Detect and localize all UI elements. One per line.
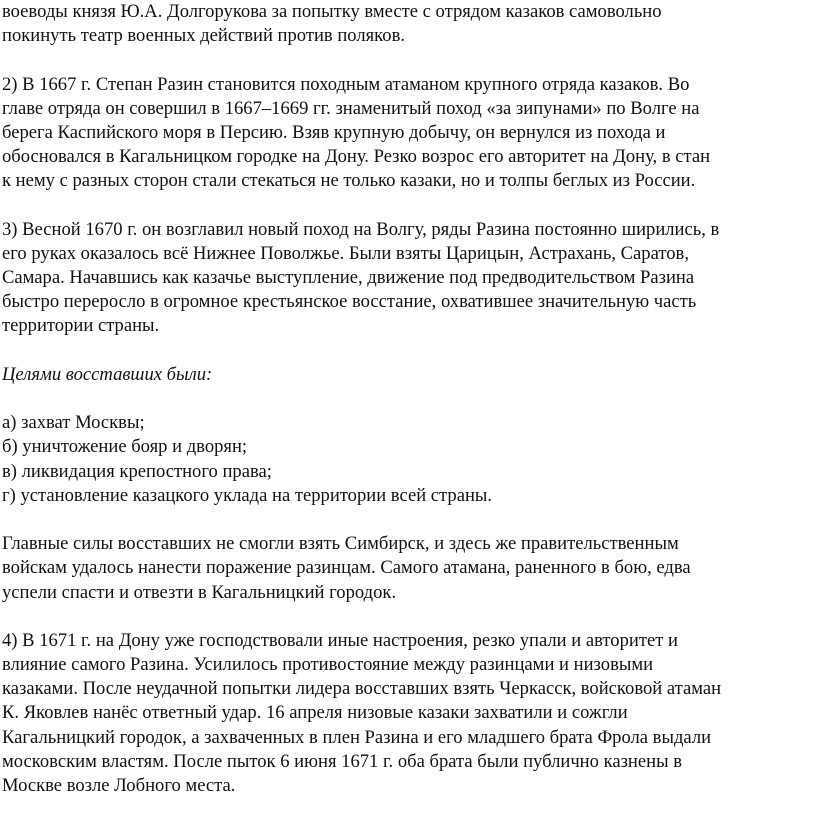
simbirsk-paragraph: [2, 532, 814, 605]
list-item: г) установление казацкого уклада на территории всей страны.: [2, 484, 493, 506]
text-line: Самара. Начавшись как казачье выступление, движение под предводительством Разина: [2, 267, 695, 289]
text-line: покинуть театр военных действий против поляков.: [2, 25, 405, 47]
intro-paragraph: [2, 0, 814, 48]
paragraph-4: [2, 629, 814, 798]
text-line: войскам удалось нанести поражение разинцам. Самого атамана, раненного в бою, едва: [2, 557, 691, 579]
paragraph-spacer: [2, 194, 814, 218]
text-line: его руках оказалось всё Нижнее Поволжье. Были взяты Царицын, Астрахань, Саратов,: [2, 242, 689, 264]
text-line: территории страны.: [2, 315, 160, 337]
text-line: 3) Весной 1670 г. он возглавил новый поход на Волгу, ряды Разина постоянно ширились, в: [2, 218, 720, 240]
text-line: быстро переросло в огромное крестьянское восстание, охватившее значительную часть: [2, 291, 697, 313]
text-line: воеводы князя Ю.А. Долгорукова за попытку вместе с отрядом казаков самовольно: [2, 1, 662, 22]
paragraph-2: [2, 73, 814, 194]
document-page: [2, 0, 814, 798]
list-item: б) уничтожение бояр и дворян;: [2, 436, 248, 458]
list-item: в) ликвидация крепостного права;: [2, 460, 272, 482]
text-line: Кагальницкий городок, а захваченных в плен Разина и его младшего брата Фрола выдали: [2, 726, 712, 748]
paragraph-spacer: [2, 508, 814, 532]
list-item: а) захват Москвы;: [2, 412, 145, 434]
text-line: успели спасти и отвезти в Кагальницкий городок.: [2, 581, 397, 603]
paragraph-spacer: [2, 339, 814, 363]
text-line: московским властям. После пыток 6 июня 1671 г. оба брата были публично казнены в: [2, 750, 682, 772]
text-line: влияние самого Разина. Усилилось противостояние между разинцами и низовыми: [2, 654, 654, 676]
text-line: казаками. После неудачной попытки лидера восставших взять Черкасск, войсковой атаман: [2, 678, 722, 700]
paragraph-spacer: [2, 605, 814, 629]
text-line: главе отряда он совершил в 1667–1669 гг. знаменитый поход «за зипунами» по Волге на: [2, 97, 700, 119]
goals-list: [2, 411, 814, 508]
goals-heading: Целями восставших были:: [2, 363, 213, 385]
text-line: к нему с разных сторон стали стекаться не только казаки, но и толпы беглых из России.: [2, 170, 696, 192]
paragraph-3: [2, 218, 814, 339]
paragraph-spacer: [2, 387, 814, 411]
text-line: Москве возле Лобного места.: [2, 775, 236, 796]
text-line: берега Каспийского моря в Персию. Взяв крупную добычу, он вернулся из похода и: [2, 121, 666, 143]
text-line: обосновался в Кагальницком городке на Дону. Резко возрос его авторитет на Дону, в стан: [2, 146, 711, 168]
text-line: К. Яковлев нанёс ответный удар. 16 апреля низовые казаки захватили и сожгли: [2, 702, 628, 724]
text-line: Главные силы восставших не смогли взять Симбирск, и здесь же правительственным: [2, 533, 679, 555]
paragraph-spacer: [2, 48, 814, 72]
text-line: 2) В 1667 г. Степан Разин становится походным атаманом крупного отряда казаков. Во: [2, 73, 690, 95]
text-line: 4) В 1671 г. на Дону уже господствовали иные настроения, резко упали и авторитет и: [2, 629, 678, 651]
